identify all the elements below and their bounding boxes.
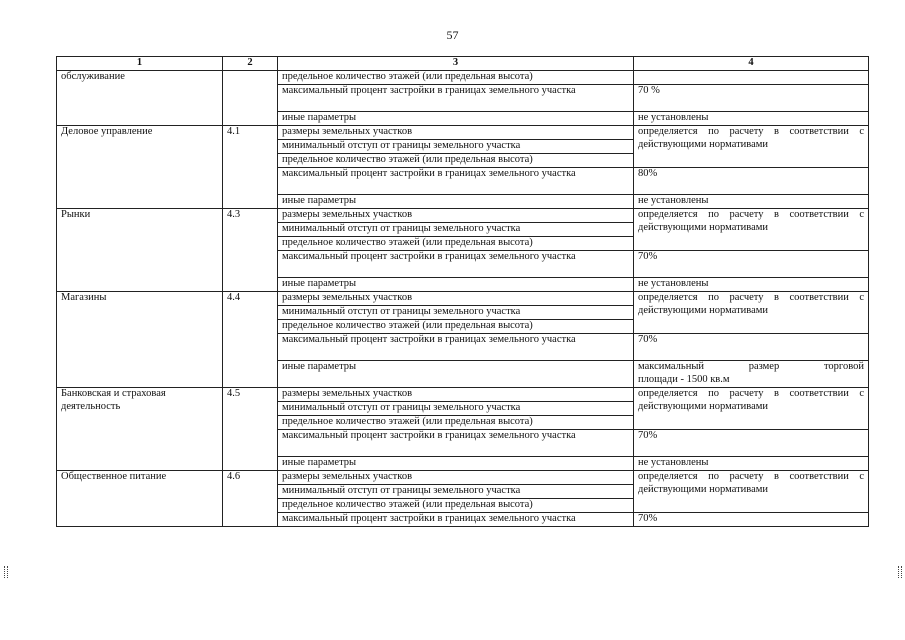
param-setback: минимальный отступ от границы земельного участка bbox=[278, 402, 634, 416]
value-other: не установлены bbox=[634, 112, 869, 126]
value-coverage: 70 % bbox=[634, 85, 869, 112]
use-name-cell: Банковская и страховая деятельность bbox=[57, 388, 223, 471]
param-sizes: размеры земельных участков bbox=[278, 471, 634, 485]
value-floors-empty bbox=[634, 71, 869, 85]
param-coverage: максимальный процент застройки в границах земельного участка bbox=[278, 85, 634, 112]
use-name-cell: обслуживание bbox=[57, 71, 223, 126]
use-name-cell: Рынки bbox=[57, 209, 223, 292]
value-coverage: 80% bbox=[634, 168, 869, 195]
param-coverage: максимальный процент застройки в границах земельного участка bbox=[278, 513, 634, 527]
param-floors: предельное количество этажей (или предельная высота) bbox=[278, 71, 634, 85]
param-coverage: максимальный процент застройки в границах земельного участка bbox=[278, 251, 634, 278]
table-row bbox=[57, 388, 869, 402]
value-coverage: 70% bbox=[634, 251, 869, 278]
param-setback: минимальный отступ от границы земельного участка bbox=[278, 223, 634, 237]
value-coverage: 70% bbox=[634, 513, 869, 527]
param-setback: минимальный отступ от границы земельного участка bbox=[278, 140, 634, 154]
page-number: 57 bbox=[446, 28, 459, 42]
use-code-cell bbox=[223, 71, 278, 126]
param-other: иные параметры bbox=[278, 278, 634, 292]
param-setback: минимальный отступ от границы земельного участка bbox=[278, 306, 634, 320]
header-col-1: 1 bbox=[57, 57, 223, 71]
value-by-calc: определяется по расчету в соответствии с действующими нормативами bbox=[634, 388, 869, 430]
param-floors: предельное количество этажей (или предельная высота) bbox=[278, 499, 634, 513]
use-code-cell: 4.6 bbox=[223, 471, 278, 527]
trade-area-line-2: площади - 1500 кв.м bbox=[638, 373, 730, 385]
param-floors: предельное количество этажей (или предельная высота) bbox=[278, 320, 634, 334]
param-floors: предельное количество этажей (или предельная высота) bbox=[278, 237, 634, 251]
use-name-cell: Деловое управление bbox=[57, 126, 223, 209]
param-floors: предельное количество этажей (или предельная высота) bbox=[278, 416, 634, 430]
value-other: не установлены bbox=[634, 195, 869, 209]
zoning-parameters-table bbox=[56, 56, 869, 527]
scan-edge-mark-left bbox=[4, 566, 8, 578]
param-sizes: размеры земельных участков bbox=[278, 388, 634, 402]
value-other: не установлены bbox=[634, 457, 869, 471]
param-other: иные параметры bbox=[278, 112, 634, 126]
value-coverage: 70% bbox=[634, 430, 869, 457]
header-row bbox=[57, 57, 869, 71]
value-by-calc: определяется по расчету в соответствии с действующими нормативами bbox=[634, 471, 869, 513]
table-row bbox=[57, 292, 869, 306]
value-by-calc: определяется по расчету в соответствии с действующими нормативами bbox=[634, 209, 869, 251]
table-row bbox=[57, 471, 869, 485]
table-row bbox=[57, 71, 869, 85]
param-setback: минимальный отступ от границы земельного участка bbox=[278, 485, 634, 499]
value-other: не установлены bbox=[634, 278, 869, 292]
value-coverage: 70% bbox=[634, 334, 869, 361]
param-coverage: максимальный процент застройки в границах земельного участка bbox=[278, 430, 634, 457]
param-coverage: максимальный процент застройки в границах земельного участка bbox=[278, 168, 634, 195]
trade-area-word-2: размер bbox=[748, 361, 780, 372]
param-sizes: размеры земельных участков bbox=[278, 209, 634, 223]
header-col-4: 4 bbox=[634, 57, 869, 71]
param-other: иные параметры bbox=[278, 361, 634, 388]
trade-area-word-3: торговой bbox=[823, 361, 864, 372]
param-coverage: максимальный процент застройки в границах земельного участка bbox=[278, 334, 634, 361]
table-row bbox=[57, 126, 869, 140]
param-other: иные параметры bbox=[278, 195, 634, 209]
param-sizes: размеры земельных участков bbox=[278, 126, 634, 140]
header-col-3: 3 bbox=[278, 57, 634, 71]
value-by-calc: определяется по расчету в соответствии с действующими нормативами bbox=[634, 292, 869, 334]
use-name-cell: Общественное питание bbox=[57, 471, 223, 527]
value-trade-area bbox=[634, 361, 869, 388]
use-code-cell: 4.1 bbox=[223, 126, 278, 209]
table-row bbox=[57, 209, 869, 223]
trade-area-word-1: максимальный bbox=[638, 361, 704, 372]
param-sizes: размеры земельных участков bbox=[278, 292, 634, 306]
use-name-cell: Магазины bbox=[57, 292, 223, 388]
value-by-calc: определяется по расчету в соответствии с действующими нормативами bbox=[634, 126, 869, 168]
use-code-cell: 4.5 bbox=[223, 388, 278, 471]
param-other: иные параметры bbox=[278, 457, 634, 471]
scan-edge-mark-right bbox=[898, 566, 902, 578]
trade-area-line-1 bbox=[638, 361, 864, 374]
param-floors: предельное количество этажей (или предельная высота) bbox=[278, 154, 634, 168]
use-code-cell: 4.3 bbox=[223, 209, 278, 292]
header-col-2: 2 bbox=[223, 57, 278, 71]
use-code-cell: 4.4 bbox=[223, 292, 278, 388]
